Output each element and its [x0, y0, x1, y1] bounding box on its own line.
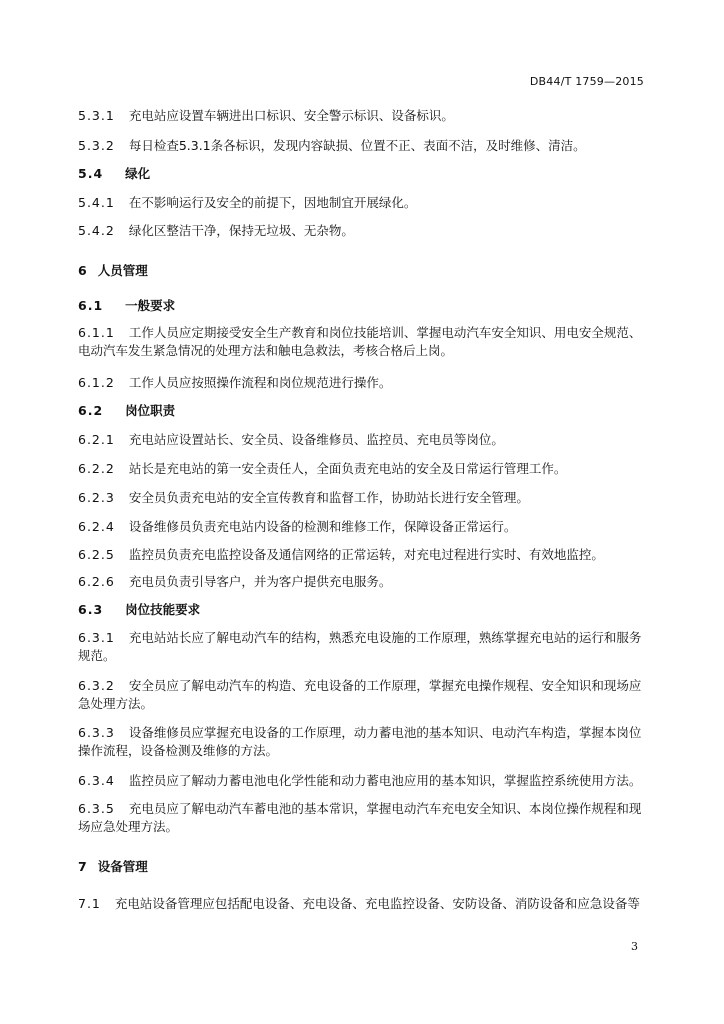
- section-number: 6.1: [78, 298, 104, 313]
- clause-5-3-2: [78, 137, 648, 155]
- clause-6-2-5: [78, 546, 648, 564]
- section-title: 岗位职责: [125, 403, 176, 418]
- section-6-3-heading: [78, 601, 648, 619]
- clause-6-3-2: [78, 677, 648, 713]
- clause-number: 5.4.1: [78, 195, 115, 210]
- clause-text: 充电站站长应了解电动汽车的结构，熟悉充电设施的工作原理，熟练掌握充电站的运行和服务规范。: [78, 630, 642, 663]
- clause-text: 充电站应设置站长、安全员、设备维修员、监控员、充电员等岗位。: [128, 432, 504, 447]
- clause-5-4-1: [78, 194, 648, 212]
- clause-text: 工作人员应定期接受安全生产教育和岗位技能培训、掌握电动汽车安全知识、用电安全规范、电动汽车发生紧急情况的处理方法和触电急救法，考核合格后上岗。: [78, 325, 642, 358]
- clause-6-3-4: [78, 772, 648, 790]
- clause-text: 监控员负责充电监控设备及通信网络的正常运转，对充电过程进行实时、有效地监控。: [128, 547, 604, 562]
- clause-number: 6.3.4: [78, 773, 115, 788]
- clause-text: 充电站应设置车辆进出口标识、安全警示标识、设备标识。: [128, 108, 454, 123]
- section-title: 一般要求: [125, 298, 176, 313]
- section-6-1-heading: [78, 297, 648, 315]
- section-title: 岗位技能要求: [125, 602, 201, 617]
- clause-6-1-2: [78, 374, 648, 392]
- chapter-number: 6: [78, 263, 88, 278]
- clause-5-4-2: [78, 222, 648, 240]
- clause-number: 5.4.2: [78, 223, 115, 238]
- clause-number: 6.3.3: [78, 725, 115, 740]
- clause-text: 在不影响运行及安全的前提下，因地制宜开展绿化。: [128, 195, 417, 210]
- document-code-header: DB44/T 1759—2015: [529, 75, 644, 88]
- clause-text: 设备维修员负责充电站内设备的检测和维修工作，保障设备正常运行。: [128, 519, 517, 534]
- clause-6-3-5: [78, 800, 648, 836]
- clause-6-2-1: [78, 431, 648, 449]
- clause-number: 6.1.1: [78, 325, 115, 340]
- clause-number: 6.2.1: [78, 432, 115, 447]
- clause-number: 6.2.6: [78, 574, 115, 589]
- clause-number: 6.1.2: [78, 375, 115, 390]
- clause-number: 6.3.1: [78, 630, 115, 645]
- chapter-6-heading: [78, 262, 648, 280]
- section-title: 绿化: [125, 166, 151, 181]
- section-number: 6.3: [78, 602, 104, 617]
- clause-text: 设备维修员应掌握充电设备的工作原理，动力蓄电池的基本知识、电动汽车构造，掌握本岗位操作流程，设备检测及维修的方法。: [78, 725, 642, 758]
- clause-6-3-3: [78, 724, 648, 760]
- clause-6-2-6: [78, 573, 648, 591]
- clause-6-1-1: [78, 324, 648, 360]
- clause-text: 充电员应了解电动汽车蓄电池的基本常识，掌握电动汽车充电安全知识、本岗位操作规程和现场应急处理方法。: [78, 801, 642, 834]
- clause-number: 6.2.3: [78, 490, 115, 505]
- clause-6-3-1: [78, 629, 648, 665]
- clause-text: 工作人员应按照操作流程和岗位规范进行操作。: [128, 375, 392, 390]
- chapter-7-heading: [78, 858, 648, 876]
- clause-number: 5.3.1: [78, 108, 115, 123]
- chapter-title: 设备管理: [97, 859, 148, 874]
- clause-6-2-4: [78, 518, 648, 536]
- clause-number: 5.3.2: [78, 138, 115, 153]
- clause-text: 充电站设备管理应包括配电设备、充电设备、充电监控设备、安防设备、消防设备和应急设备等: [114, 896, 640, 911]
- clause-5-3-1: [78, 107, 648, 125]
- section-number: 6.2: [78, 403, 104, 418]
- clause-number: 6.2.5: [78, 547, 115, 562]
- clause-text: 监控员应了解动力蓄电池电化学性能和动力蓄电池应用的基本知识，掌握监控系统使用方法。: [128, 773, 642, 788]
- clause-text: 站长是充电站的第一安全责任人，全面负责充电站的安全及日常运行管理工作。: [128, 461, 567, 476]
- clause-number: 6.2.4: [78, 519, 115, 534]
- section-5-4-heading: [78, 165, 648, 183]
- page-number: 3: [631, 940, 638, 953]
- clause-text: 每日检查5.3.1条各标识，发现内容缺损、位置不正、表面不洁，及时维修、清洁。: [128, 138, 586, 153]
- section-6-2-heading: [78, 402, 648, 420]
- clause-number: 6.3.2: [78, 678, 115, 693]
- chapter-title: 人员管理: [97, 263, 148, 278]
- clause-text: 安全员负责充电站的安全宣传教育和监督工作，协助站长进行安全管理。: [128, 490, 529, 505]
- clause-text: 绿化区整洁干净，保持无垃圾、无杂物。: [128, 223, 354, 238]
- clause-text: 安全员应了解电动汽车的构造、充电设备的工作原理，掌握充电操作规程、安全知识和现场应急处理方法。: [78, 678, 642, 711]
- section-number: 5.4: [78, 166, 104, 181]
- clause-number: 6.2.2: [78, 461, 115, 476]
- clause-number: 7.1: [78, 896, 101, 911]
- clause-text: 充电员负责引导客户，并为客户提供充电服务。: [128, 574, 392, 589]
- clause-6-2-2: [78, 460, 648, 478]
- clause-6-2-3: [78, 489, 648, 507]
- chapter-number: 7: [78, 859, 88, 874]
- clause-number: 6.3.5: [78, 801, 115, 816]
- clause-7-1: [78, 895, 648, 913]
